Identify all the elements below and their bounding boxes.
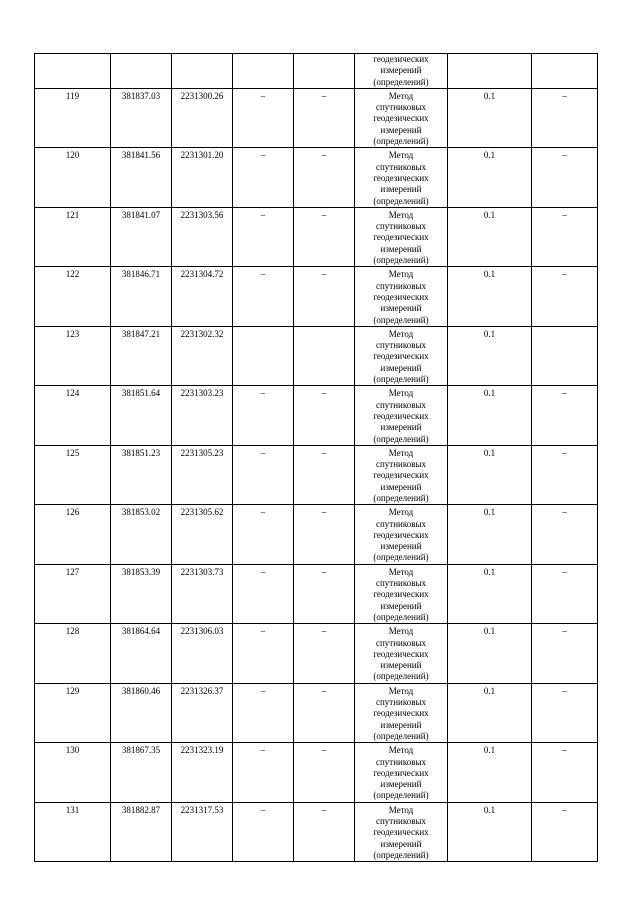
cell-col4 [233, 54, 294, 89]
cell-x: 381853.02 [111, 505, 172, 564]
cell-y: 2231300.26 [172, 88, 233, 147]
cell-y: 2231326.37 [172, 683, 233, 742]
cell-col5: – [294, 802, 355, 861]
cell-col5 [294, 54, 355, 89]
cell-x: 381867.35 [111, 743, 172, 802]
cell-col8: – [532, 683, 598, 742]
cell-col4: – [233, 88, 294, 147]
cell-method: Метод спутниковых геодезических измерений (определений) [355, 148, 448, 207]
cell-col8: – [532, 564, 598, 623]
cell-col8: – [532, 802, 598, 861]
cell-point-number: 122 [35, 267, 111, 326]
cell-col5: – [294, 267, 355, 326]
cell-x: 381837.03 [111, 88, 172, 147]
cell-accuracy: 0.1 [448, 267, 532, 326]
table-row [35, 802, 598, 861]
cell-method: Метод спутниковых геодезических измерений (определений) [355, 505, 448, 564]
table-row [35, 564, 598, 623]
cell-col8: – [532, 148, 598, 207]
cell-accuracy: 0.1 [448, 802, 532, 861]
cell-method: Метод спутниковых геодезических измерений (определений) [355, 326, 448, 385]
cell-col5: – [294, 386, 355, 445]
table-row-continuation [35, 54, 598, 89]
cell-y: 2231303.23 [172, 386, 233, 445]
cell-x [111, 54, 172, 89]
cell-x: 381846.71 [111, 267, 172, 326]
cell-y: 2231303.56 [172, 207, 233, 266]
cell-col4: – [233, 445, 294, 504]
cell-accuracy: 0.1 [448, 743, 532, 802]
table-row [35, 88, 598, 147]
cell-col5: – [294, 207, 355, 266]
cell-x: 381853.39 [111, 564, 172, 623]
cell-method: Метод спутниковых геодезических измерений (определений) [355, 207, 448, 266]
cell-point-number: 128 [35, 624, 111, 683]
cell-col5: – [294, 743, 355, 802]
cell-accuracy: 0.1 [448, 624, 532, 683]
cell-col4: – [233, 207, 294, 266]
cell-method: Метод спутниковых геодезических измерений (определений) [355, 88, 448, 147]
cell-point-number [35, 54, 111, 89]
cell-col5: – [294, 624, 355, 683]
table-row [35, 207, 598, 266]
cell-method: Метод спутниковых геодезических измерений (определений) [355, 386, 448, 445]
cell-accuracy: 0.1 [448, 445, 532, 504]
cell-accuracy: 0.1 [448, 326, 532, 385]
cell-point-number: 120 [35, 148, 111, 207]
coordinates-table [34, 53, 598, 862]
table-row [35, 743, 598, 802]
cell-accuracy: 0.1 [448, 564, 532, 623]
cell-accuracy: 0.1 [448, 88, 532, 147]
cell-col8: – [532, 445, 598, 504]
cell-method: Метод спутниковых геодезических измерений (определений) [355, 564, 448, 623]
cell-y: 2231306.03 [172, 624, 233, 683]
cell-method: Метод спутниковых геодезических измерений (определений) [355, 624, 448, 683]
cell-x: 381851.64 [111, 386, 172, 445]
cell-accuracy: 0.1 [448, 386, 532, 445]
cell-point-number: 125 [35, 445, 111, 504]
cell-col4: – [233, 683, 294, 742]
cell-col5: – [294, 505, 355, 564]
cell-method: Метод спутниковых геодезических измерений (определений) [355, 267, 448, 326]
cell-col4: – [233, 267, 294, 326]
cell-col8: – [532, 88, 598, 147]
cell-col8: – [532, 505, 598, 564]
cell-point-number: 127 [35, 564, 111, 623]
cell-col8: – [532, 386, 598, 445]
cell-y: 2231303.73 [172, 564, 233, 623]
cell-point-number: 123 [35, 326, 111, 385]
cell-y: 2231317.53 [172, 802, 233, 861]
cell-col5: – [294, 564, 355, 623]
cell-method: Метод спутниковых геодезических измерений (определений) [355, 683, 448, 742]
cell-method: Метод спутниковых геодезических измерений (определений) [355, 802, 448, 861]
cell-col4: – [233, 386, 294, 445]
cell-x: 381851.23 [111, 445, 172, 504]
cell-x: 381864.64 [111, 624, 172, 683]
cell-accuracy: 0.1 [448, 148, 532, 207]
cell-col4: – [233, 564, 294, 623]
cell-method: геодезических измерений (определений) [355, 54, 448, 89]
cell-x: 381841.56 [111, 148, 172, 207]
cell-col8: – [532, 624, 598, 683]
cell-col4 [233, 326, 294, 385]
cell-col8: – [532, 207, 598, 266]
table-row [35, 505, 598, 564]
cell-col4: – [233, 148, 294, 207]
cell-y: 2231304.72 [172, 267, 233, 326]
cell-method: Метод спутниковых геодезических измерений (определений) [355, 743, 448, 802]
cell-col8: – [532, 267, 598, 326]
cell-point-number: 131 [35, 802, 111, 861]
cell-x: 381882.87 [111, 802, 172, 861]
cell-col8 [532, 326, 598, 385]
cell-point-number: 119 [35, 88, 111, 147]
table-row [35, 683, 598, 742]
table-row [35, 326, 598, 385]
cell-col4: – [233, 802, 294, 861]
cell-accuracy [448, 54, 532, 89]
cell-x: 381841.07 [111, 207, 172, 266]
cell-y: 2231305.23 [172, 445, 233, 504]
table-row [35, 267, 598, 326]
cell-x: 381847.21 [111, 326, 172, 385]
table-row [35, 386, 598, 445]
cell-col8: – [532, 743, 598, 802]
cell-y [172, 54, 233, 89]
cell-y: 2231301.20 [172, 148, 233, 207]
cell-y: 2231305.62 [172, 505, 233, 564]
cell-point-number: 129 [35, 683, 111, 742]
cell-point-number: 126 [35, 505, 111, 564]
table-row [35, 148, 598, 207]
cell-col4: – [233, 624, 294, 683]
cell-col5: – [294, 683, 355, 742]
cell-col4: – [233, 505, 294, 564]
table-body [35, 54, 598, 862]
cell-col5: – [294, 148, 355, 207]
cell-point-number: 124 [35, 386, 111, 445]
cell-col4: – [233, 743, 294, 802]
cell-y: 2231302.32 [172, 326, 233, 385]
cell-point-number: 121 [35, 207, 111, 266]
cell-col8 [532, 54, 598, 89]
cell-accuracy: 0.1 [448, 207, 532, 266]
table-row [35, 445, 598, 504]
cell-accuracy: 0.1 [448, 683, 532, 742]
cell-col5: – [294, 445, 355, 504]
cell-y: 2231323.19 [172, 743, 233, 802]
cell-col5 [294, 326, 355, 385]
cell-col5: – [294, 88, 355, 147]
cell-method: Метод спутниковых геодезических измерений (определений) [355, 445, 448, 504]
cell-x: 381860.46 [111, 683, 172, 742]
cell-point-number: 130 [35, 743, 111, 802]
cell-accuracy: 0.1 [448, 505, 532, 564]
table-row [35, 624, 598, 683]
